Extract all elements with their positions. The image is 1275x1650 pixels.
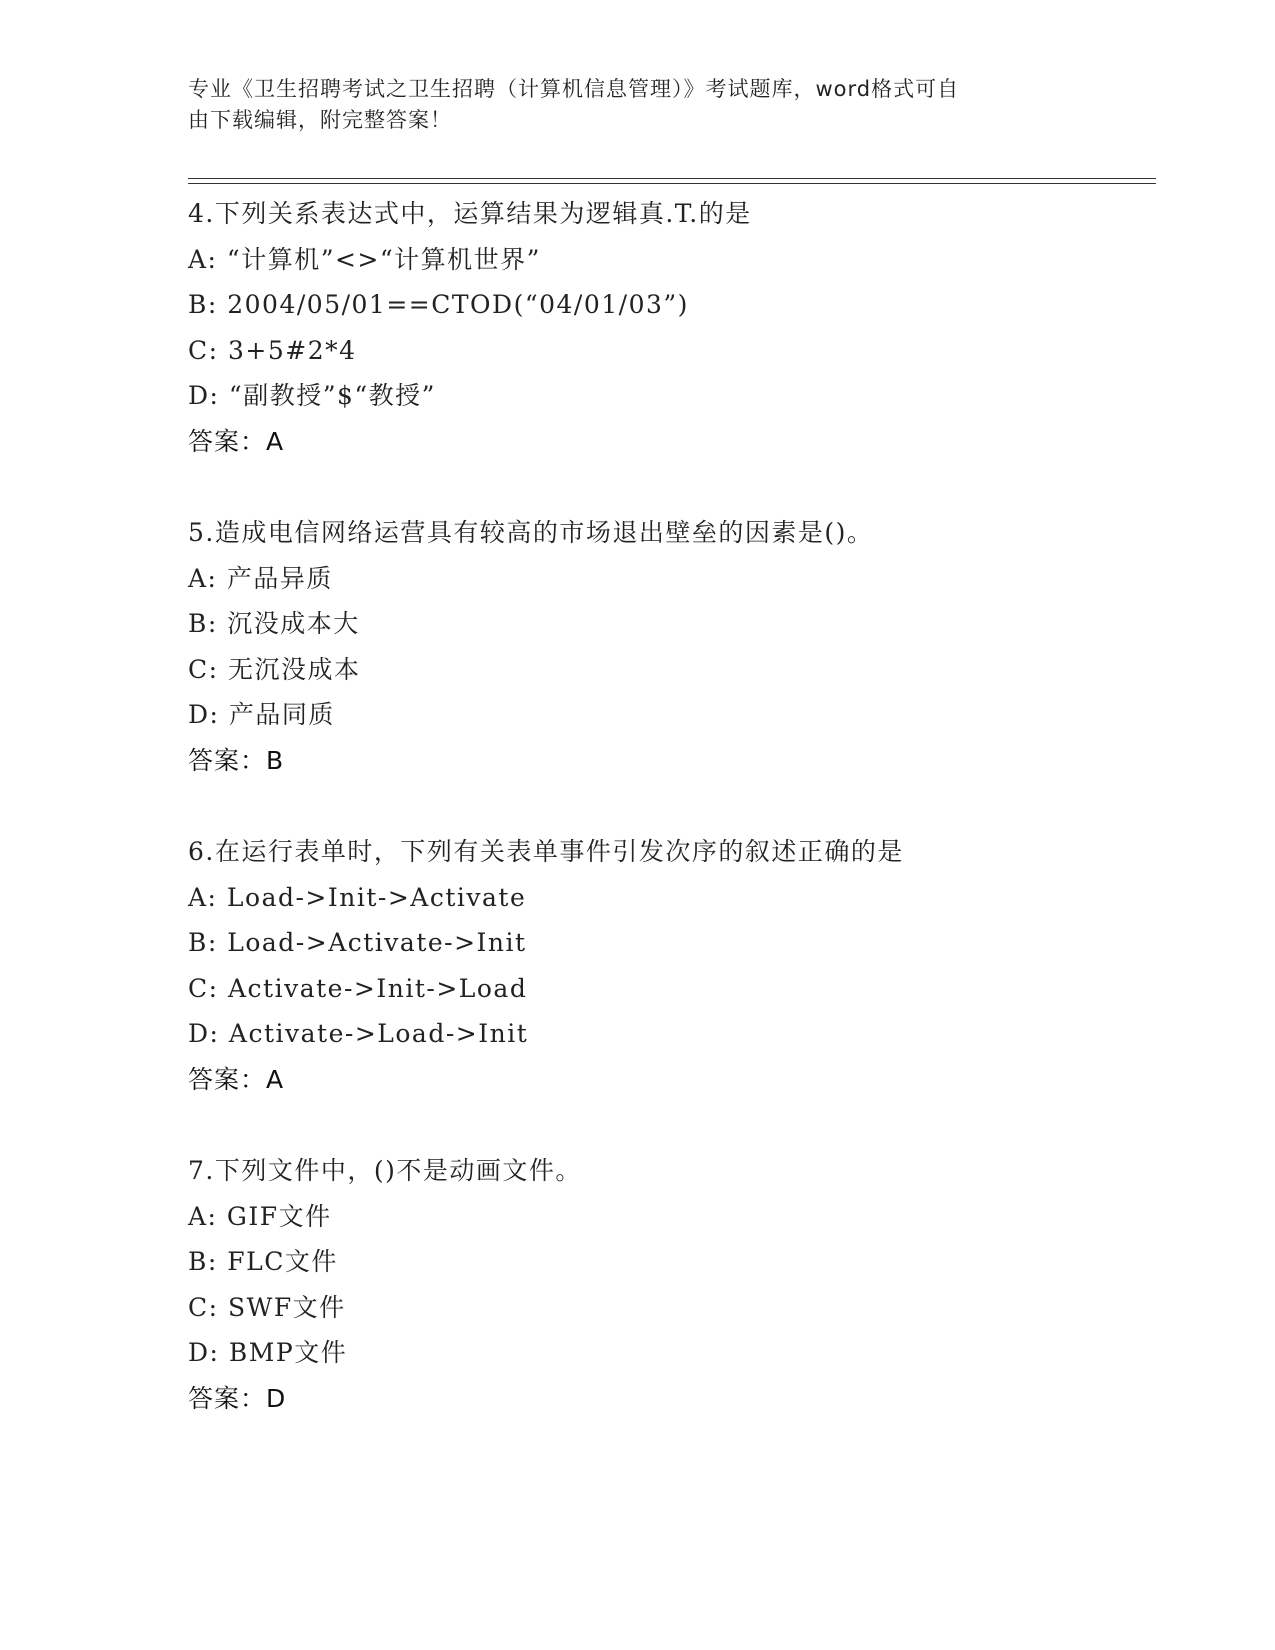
option-d: D: 产品同质: [188, 700, 335, 729]
option-d: D: “副教授”$“教授”: [188, 381, 436, 410]
option-b: B: 2004/05/01==CTOD(“04/01/03”): [188, 290, 689, 319]
header-line-1: 专业《卫生招聘考试之卫生招聘（计算机信息管理）》考试题库，word格式可自: [188, 77, 960, 101]
answer-line: 答案：A: [188, 1064, 285, 1094]
answer-line: 答案：B: [188, 745, 285, 775]
option-c: C: 无沉没成本: [188, 654, 361, 684]
question-4: [188, 191, 1188, 464]
option-c: C: 3+5#2*4: [188, 335, 357, 365]
option-a: A: GIF文件: [188, 1201, 332, 1231]
option-a: A: 产品异质: [188, 563, 333, 593]
option-b: B: 沉没成本大: [188, 609, 360, 638]
answer-line: 答案：A: [188, 426, 285, 456]
option-a: A: “计算机”<>“计算机世界”: [188, 244, 541, 274]
header-line-2: 由下载编辑，附完整答案！: [188, 108, 452, 132]
option-d: D: BMP文件: [188, 1338, 348, 1367]
question-stem: 4.下列关系表达式中，运算结果为逻辑真.T.的是: [188, 199, 752, 228]
option-b: B: FLC文件: [188, 1247, 338, 1276]
question-stem: 6.在运行表单时，下列有关表单事件引发次序的叙述正确的是: [188, 837, 904, 866]
option-c: C: Activate->Init->Load: [188, 973, 528, 1003]
option-c: C: SWF文件: [188, 1292, 346, 1322]
option-d: D: Activate->Load->Init: [188, 1019, 529, 1048]
document-header: [188, 74, 1088, 136]
answer-line: 答案：D: [188, 1383, 287, 1413]
header-divider-top: [188, 178, 1156, 179]
question-list: [188, 191, 1188, 1421]
option-b: B: Load->Activate->Init: [188, 928, 527, 957]
question-7: [188, 1148, 1188, 1421]
header-divider-bottom: [188, 183, 1156, 184]
option-a: A: Load->Init->Activate: [188, 882, 527, 912]
question-5: [188, 510, 1188, 783]
question-6: [188, 829, 1188, 1102]
question-stem: 7.下列文件中，()不是动画文件。: [188, 1156, 582, 1185]
question-stem: 5.造成电信网络运营具有较高的市场退出壁垒的因素是()。: [188, 518, 874, 547]
